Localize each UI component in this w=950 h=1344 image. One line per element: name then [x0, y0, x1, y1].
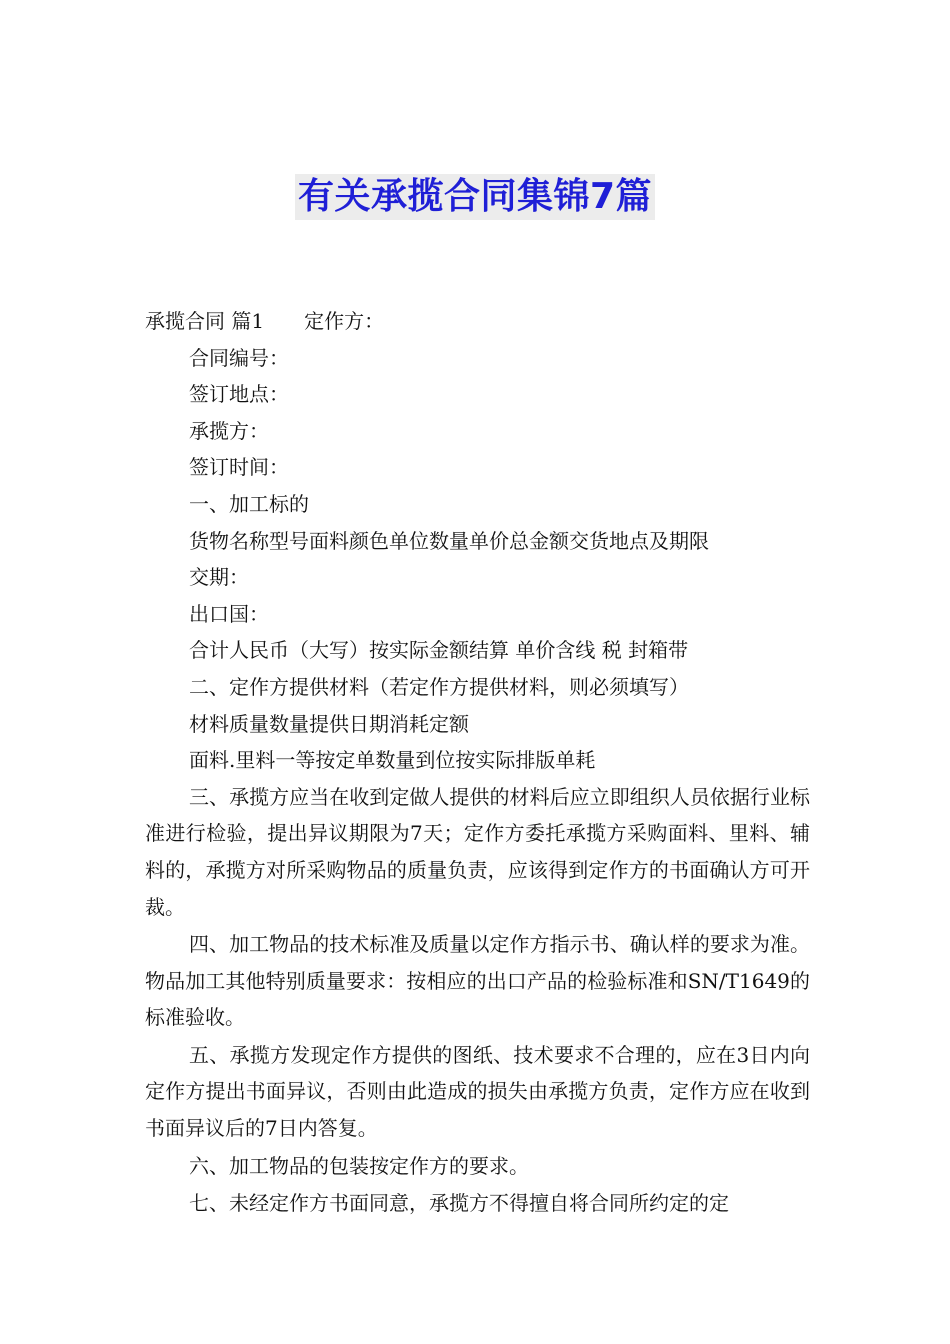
clause-3-paragraph: 三、承揽方应当在收到定做人提供的材料后应立即组织人员依据行业标准进行检验，提出异议期限为7天；定作方委托承揽方采购面料、里料、辅料的，承揽方对所采购物品的质量负责，应该得到定作方的书面确认方可开裁。: [145, 784, 810, 919]
document-title: [0, 174, 950, 220]
goods-columns-line: 货物名称型号面料颜色单位数量单价总金额交货地点及期限: [189, 528, 709, 553]
materials-row-line: 面料.里料一等按定单数量到位按实际排版单耗: [189, 748, 596, 773]
field-signing-place: 签订地点：: [189, 382, 289, 407]
materials-columns-line: 材料质量数量提供日期消耗定额: [189, 711, 469, 736]
field-export-country: 出口国：: [189, 601, 269, 626]
field-delivery-date: 交期：: [189, 565, 249, 590]
total-amount-line: 合计人民币（大写）按实际金额结算 单价含线 税 封箱带: [189, 638, 689, 663]
clause-5-paragraph: 五、承揽方发现定作方提供的图纸、技术要求不合理的，应在3日内向定作方提出书面异议，否则由此造成的损失由承揽方负责，定作方应在收到书面异议后的7日内答复。: [145, 1042, 810, 1141]
clause-6-paragraph: 六、加工物品的包装按定作方的要求。: [189, 1153, 529, 1178]
field-signing-time: 签订时间：: [189, 455, 289, 480]
clause-1-heading: 一、加工标的: [189, 491, 309, 516]
section-label: 承揽合同 篇1: [145, 309, 265, 333]
clause-4-paragraph: 四、加工物品的技术标准及质量以定作方指示书、确认样的要求为准。物品加工其他特别质量要求：按相应的出口产品的检验标准和SN/T1649的标准验收。: [145, 932, 810, 1030]
document-title-text: 有关承揽合同集锦7篇: [295, 174, 655, 220]
field-party-b: 承揽方：: [189, 418, 269, 443]
field-party-a: 定作方：: [304, 309, 385, 333]
clause-2-heading: 二、定作方提供材料（若定作方提供材料，则必须填写）: [189, 674, 689, 699]
field-contract-number: 合同编号：: [189, 345, 289, 370]
clause-7-paragraph: 七、未经定作方书面同意，承揽方不得擅自将合同所约定的定: [189, 1191, 729, 1216]
section-heading-line: [145, 303, 810, 340]
document-body: [145, 303, 810, 1222]
